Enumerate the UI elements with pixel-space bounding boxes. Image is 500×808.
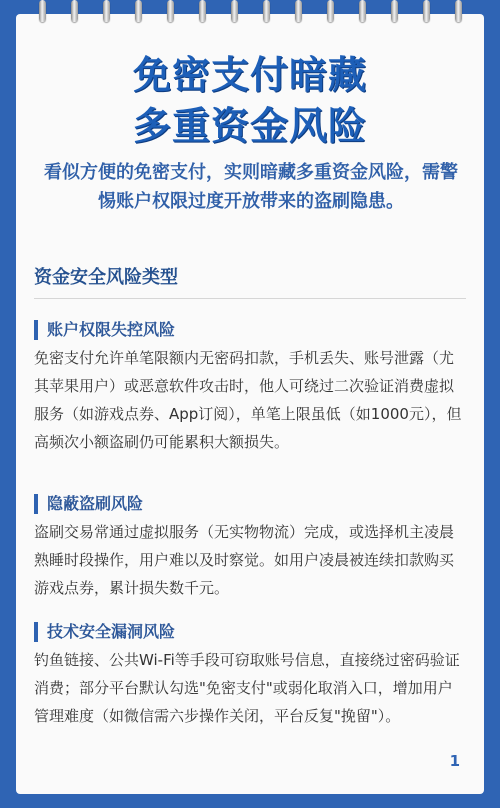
category-heading-account: 账户权限失控风险 [34, 320, 175, 340]
section-heading: 资金安全风险类型 [34, 267, 178, 288]
category-heading-tech-vuln: 技术安全漏洞风险 [34, 622, 175, 642]
section-divider [34, 298, 466, 299]
binder-ring [263, 0, 270, 22]
category-heading-hidden-fraud: 隐蔽盗刷风险 [34, 494, 143, 514]
binder-rings [16, 0, 484, 24]
binder-ring [167, 0, 174, 22]
binder-ring [71, 0, 78, 22]
binder-ring [391, 0, 398, 22]
category-body-account: 免密支付允许单笔限额内无密码扣款，手机丢失、账号泄露（尤其苹果用户）或恶意软件攻击时，他人可绕过二次验证消费虚拟服务（如游戏点券、App订阅），单笔上限虽低（如1000元），但高频次小额盗刷仍可能累积大额损失。 [34, 349, 462, 451]
binder-ring [39, 0, 46, 22]
binder-ring [103, 0, 110, 22]
binder-ring [295, 0, 302, 22]
binder-ring [327, 0, 334, 22]
binder-ring [135, 0, 142, 22]
binder-ring [231, 0, 238, 22]
category-body-tech-vuln: 钓鱼链接、公共Wi-Fi等手段可窃取账号信息，直接绕过密码验证消费；部分平台默认勾选"免密支付"或弱化取消入口，增加用户管理难度（如微信需六步操作关闭，平台反复"挽留"）。 [34, 651, 460, 725]
binder-ring [199, 0, 206, 22]
binder-ring [455, 0, 462, 22]
page-title-line-1: 免密支付暗藏 [132, 53, 367, 97]
page-number: 1 [449, 752, 460, 770]
intro-text: 看似方便的免密支付，实则暗藏多重资金风险，需警惕账户权限过度开放带来的盗刷隐患。 [44, 162, 458, 212]
page-title-line-2: 多重资金风险 [132, 104, 367, 148]
binder-ring [423, 0, 430, 22]
binder-ring [359, 0, 366, 22]
category-body-hidden-fraud: 盗刷交易常通过虚拟服务（无实物物流）完成，或选择机主凌晨熟睡时段操作，用户难以及时察觉。如用户凌晨被连续扣款购买游戏点券，累计损失数千元。 [34, 523, 455, 597]
